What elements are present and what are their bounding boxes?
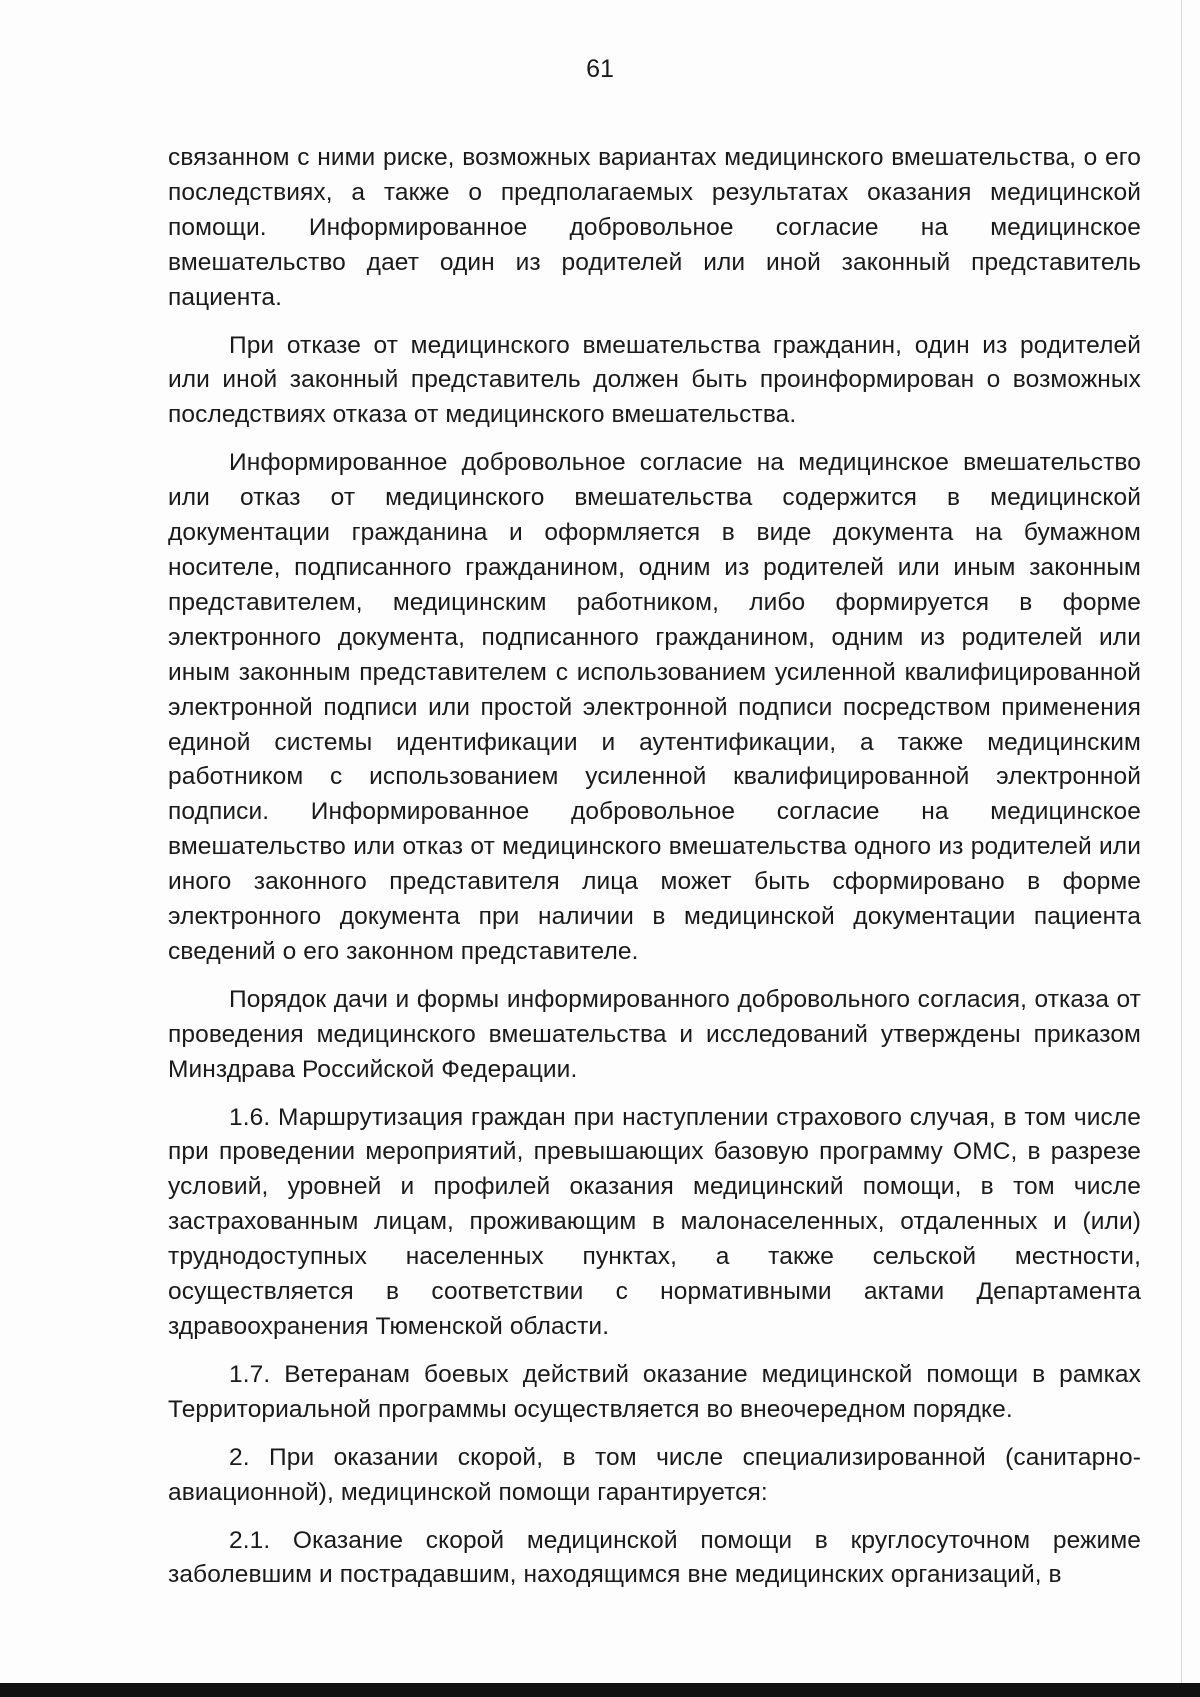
- paragraph-section-1-6: 1.6. Маршрутизация граждан при наступлении страхового случая, в том числе при проведении мероприятий, превышающих базовую программу ОМС, в разрезе условий, уровней и профилей оказания медицинский помощи, в том числе застрахованным лицам, проживающим в малонаселенных, отдаленных и (или) труднодоступных населенных пунктах, а также сельской местности, осуществляется в соответствии с нормативными актами Департамента здравоохранения Тюменской области.: [168, 1103, 1141, 1340]
- paragraph-section-1-7: 1.7. Ветеранам боевых действий оказание медицинской помощи в рамках Территориальной программы осуществляется во внеочередном порядке.: [168, 1360, 1141, 1423]
- page-number: 61: [586, 55, 614, 83]
- document-body: [168, 141, 1141, 1606]
- scan-fold-line: [1181, 0, 1182, 1683]
- paragraph-section-2-1: 2.1. Оказание скорой медицинской помощи в круглосуточном режиме заболевшим и пострадавшим, находящимся вне медицинских организаций, в: [168, 1526, 1141, 1589]
- scan-bottom-border: [0, 1683, 1200, 1697]
- paragraph-section-2: 2. При оказании скорой, в том числе специализированной (санитарно-авиационной), медицинской помощи гарантируется:: [168, 1443, 1141, 1506]
- paragraph-continuation: связанном с ними риске, возможных вариантах медицинского вмешательства, о его последствиях, а также о предполагаемых результатах оказания медицинской помощи. Информированное добровольное согласие на медицинское вмешательство дает один из родителей или иной законный представитель пациента.: [168, 144, 1141, 311]
- paragraph-refusal-consequences: При отказе от медицинского вмешательства гражданин, один из родителей или иной законный представитель должен быть проинформирован о возможных последствиях отказа от медицинского вмешательства.: [168, 331, 1141, 429]
- paragraph-informed-consent-form: Информированное добровольное согласие на медицинское вмешательство или отказ от медицинского вмешательства содержится в медицинской документации гражданина и оформляется в виде документа на бумажном носителе, подписанного гражданином, одним из родителей или иным законным представителем, медицинским работником, либо формируется в форме электронного документа, подписанного гражданином, одним из родителей или иным законным представителем с использованием усиленной квалифицированной электронной подписи или простой электронной подписи посредством применения единой системы идентификации и аутентификации, а также медицинским работником с использованием усиленной квалифицированной электронной подписи. Информированное добровольное согласие на медицинское вмешательство или отказ от медицинского вмешательства одного из родителей или иного законного представителя лица может быть сформировано в форме электронного документа при наличии в медицинской документации пациента сведений о его законном представителе.: [168, 449, 1141, 965]
- paragraph-consent-procedure: Порядок дачи и формы информированного добровольного согласия, отказа от проведения медицинского вмешательства и исследований утверждены приказом Минздрава Российской Федерации.: [168, 985, 1141, 1083]
